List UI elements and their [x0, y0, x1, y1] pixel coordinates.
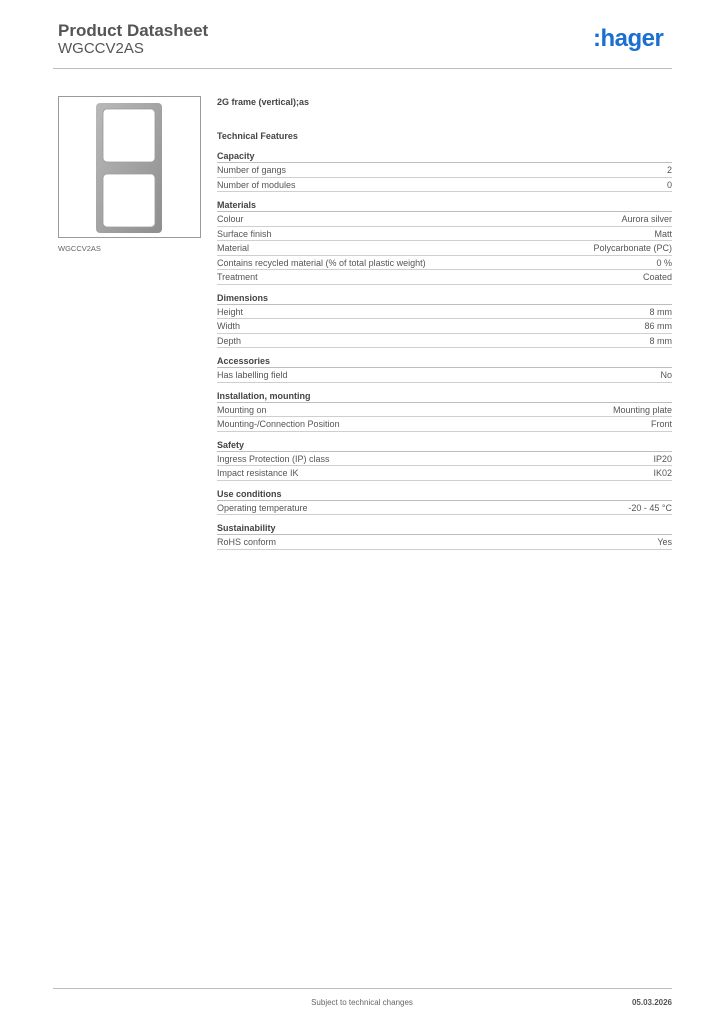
spec-section: [217, 199, 672, 285]
spec-label: Operating temperature: [217, 502, 308, 513]
frame-illustration: [59, 97, 200, 237]
spec-row: [217, 535, 672, 550]
section-title: Dimensions: [217, 292, 672, 305]
spec-section: [217, 355, 672, 383]
spec-value: Mounting plate: [612, 404, 672, 415]
spec-sections: [217, 150, 672, 550]
hager-logo: :hager: [593, 25, 664, 52]
section-title: Accessories: [217, 355, 672, 368]
spec-label: Mounting-/Connection Position: [217, 419, 340, 429]
spec-value: No: [660, 370, 672, 380]
image-caption: WGCCV2AS: [58, 244, 101, 253]
spec-value: Aurora silver: [621, 214, 672, 224]
spec-label: Height: [217, 306, 244, 317]
spec-label: Colour: [217, 214, 244, 224]
page-title: Product Datasheet: [58, 21, 209, 40]
spec-row: [217, 163, 672, 178]
spec-label: Material: [217, 243, 250, 253]
spec-label: Depth: [217, 335, 242, 346]
features-heading: Technical Features: [217, 131, 298, 141]
spec-label: Number of modules: [217, 179, 296, 190]
spec-value: 8 mm: [649, 306, 672, 317]
spec-value: Matt: [654, 228, 672, 239]
spec-label: Has labelling field: [217, 370, 288, 380]
spec-row: [217, 256, 672, 271]
spec-row: [217, 334, 672, 349]
spec-label: Width: [217, 321, 241, 331]
spec-value: Polycarbonate (PC): [593, 243, 672, 253]
spec-row: [217, 305, 672, 320]
spec-value: -20 - 45 °C: [628, 502, 672, 513]
spec-row: [217, 403, 672, 418]
spec-label: Impact resistance IK: [217, 468, 299, 478]
spec-label: Number of gangs: [217, 165, 287, 175]
spec-label: Mounting on: [217, 404, 267, 415]
spec-value: 0: [666, 179, 672, 190]
spec-value: 8 mm: [649, 335, 672, 346]
section-title: Sustainability: [217, 522, 672, 535]
spec-label: Contains recycled material (% of total plastic weight): [217, 257, 426, 268]
footer-date: 05.03.2026: [631, 998, 672, 1007]
header-divider: [53, 68, 672, 69]
spec-value: 0 %: [656, 257, 672, 268]
spec-label: Treatment: [217, 272, 258, 282]
spec-row: [217, 270, 672, 285]
spec-row: [217, 501, 672, 516]
spec-row: [217, 319, 672, 334]
spec-row: [217, 241, 672, 256]
spec-label: Surface finish: [217, 228, 272, 239]
section-title: Installation, mounting: [217, 390, 672, 403]
spec-row: [217, 178, 672, 193]
spec-section: [217, 439, 672, 481]
spec-value: IK02: [653, 468, 672, 478]
spec-label: Ingress Protection (IP) class: [217, 453, 330, 464]
spec-row: [217, 368, 672, 383]
spec-content: [217, 95, 672, 550]
footer-divider: [53, 988, 672, 989]
spec-label: RoHS conform: [217, 537, 277, 547]
spec-row: [217, 466, 672, 481]
section-title: Materials: [217, 199, 672, 212]
spec-section: [217, 522, 672, 550]
spec-row: [217, 452, 672, 467]
spec-row: [217, 212, 672, 227]
product-image: [58, 96, 201, 238]
section-title: Use conditions: [217, 488, 672, 501]
section-title: Capacity: [217, 150, 672, 163]
footer-note: Subject to technical changes: [311, 998, 413, 1007]
spec-value: 2: [666, 165, 672, 175]
spec-section: [217, 488, 672, 516]
spec-value: 86 mm: [644, 321, 672, 331]
spec-row: [217, 417, 672, 432]
spec-section: [217, 292, 672, 349]
spec-value: Front: [650, 419, 672, 429]
spec-value: Coated: [642, 272, 672, 282]
spec-section: [217, 390, 672, 432]
spec-section: [217, 150, 672, 192]
page-subtitle: WGCCV2AS: [58, 40, 144, 57]
spec-value: IP20: [653, 453, 672, 464]
spec-row: [217, 227, 672, 242]
section-title: Safety: [217, 439, 672, 452]
spec-value: Yes: [657, 537, 672, 547]
product-name: 2G frame (vertical);as: [217, 97, 310, 107]
